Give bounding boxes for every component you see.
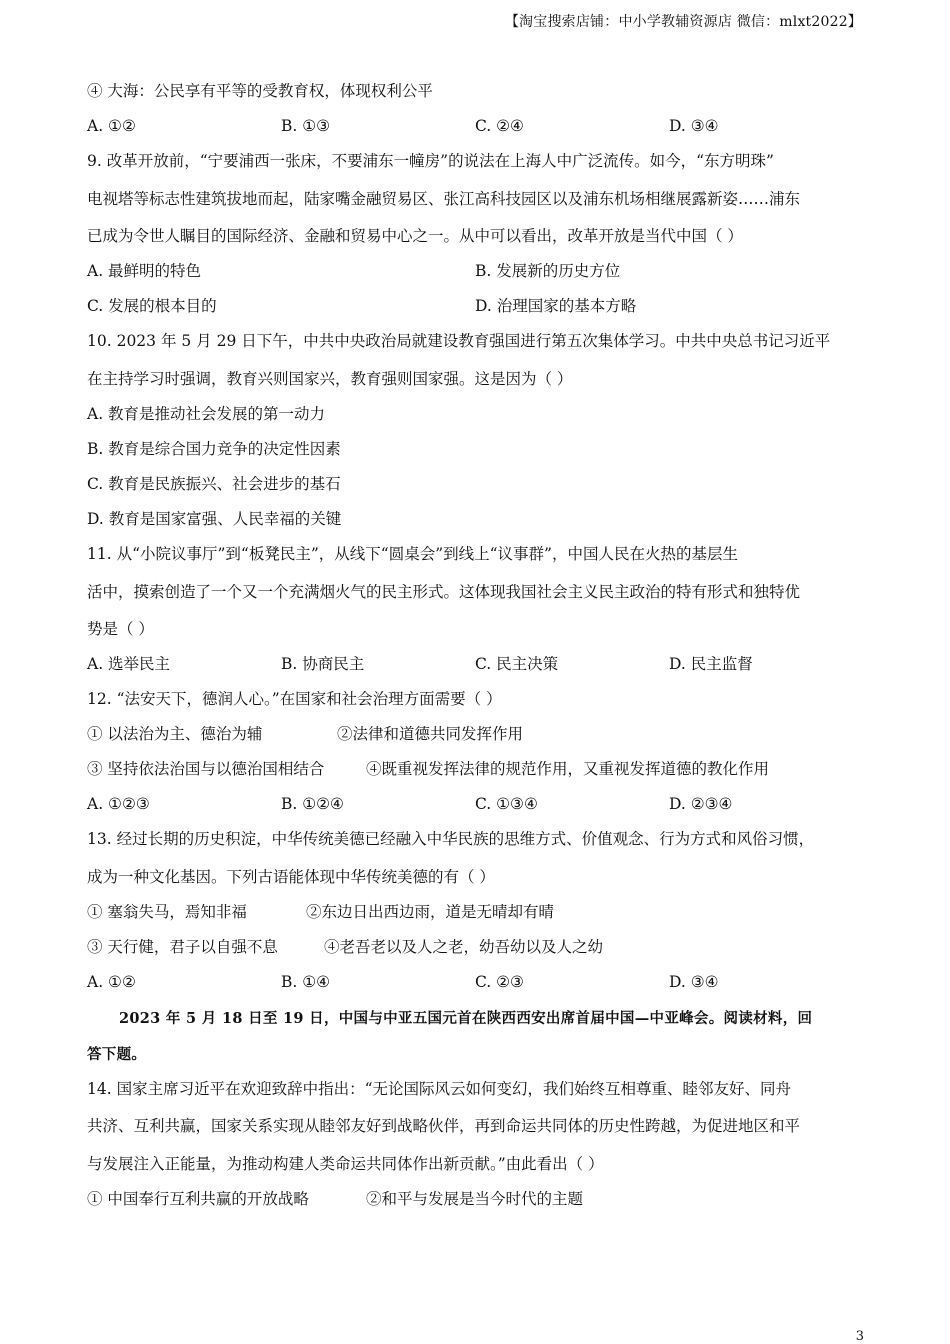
q8-statement-4: ④ 大海：公民享有平等的受教育权，体现权利公平 bbox=[87, 82, 433, 100]
q9-option-d: D. 治理国家的基本方略 bbox=[475, 297, 637, 315]
q8-option-b: B. ①③ bbox=[281, 117, 331, 135]
q13-option-a: A. ①② bbox=[87, 973, 136, 991]
q13-statement-2: ②东边日出西边雨，道是无晴却有晴 bbox=[306, 903, 555, 921]
q11-line-3: 势是（ ） bbox=[87, 620, 154, 638]
q13-line-2: 成为一种文化基因。下列古语能体现中华传统美德的有（ ） bbox=[87, 868, 495, 886]
q10-option-d: D. 教育是国家富强、人民幸福的关键 bbox=[87, 510, 342, 528]
q8-option-a: A. ①② bbox=[87, 117, 136, 135]
q11-option-a: A. 选举民主 bbox=[87, 655, 171, 673]
q10-line-2: 在主持学习时强调，教育兴则国家兴，教育强则国家强。这是因为（ ） bbox=[87, 370, 573, 388]
q8-option-c: C. ②④ bbox=[475, 117, 524, 135]
q13-statement-1: ① 塞翁失马，焉知非福 bbox=[87, 903, 247, 921]
q9-option-a: A. 最鲜明的特色 bbox=[87, 262, 202, 280]
q9-line-3: 已成为令世人瞩目的国际经济、金融和贸易中心之一。从中可以看出，改革开放是当代中国（ ） bbox=[87, 227, 743, 245]
q9-option-c: C. 发展的根本目的 bbox=[87, 297, 217, 315]
q12-statement-3: ③ 坚持依法治国与以德治国相结合 bbox=[87, 760, 325, 778]
q14-line-1: 14. 国家主席习近平在欢迎致辞中指出：“无论国际风云如何变幻，我们始终互相尊重、睦邻友好、同舟 bbox=[87, 1080, 792, 1098]
q12-line-1: 12. “法安天下，德润人心。”在国家和社会治理方面需要（ ） bbox=[87, 690, 502, 708]
q13-option-b: B. ①④ bbox=[281, 973, 331, 991]
q14-line-2: 共济、互利共赢，国家关系实现从睦邻友好到战略伙伴，再到命运共同体的历史性跨越，为促进地区和平 bbox=[87, 1117, 801, 1135]
q10-line-1: 10. 2023 年 5 月 29 日下午，中共中央政治局就建设教育强国进行第五次集体学习。中共中央总书记习近平 bbox=[87, 332, 831, 350]
q10-option-b: B. 教育是综合国力竞争的决定性因素 bbox=[87, 440, 341, 458]
page-header: 【淘宝搜索店铺：中小学教辅资源店 微信：mlxt2022】 bbox=[504, 14, 862, 30]
q14-statement-2: ②和平与发展是当今时代的主题 bbox=[366, 1190, 584, 1208]
q11-line-2: 活中，摸索创造了一个又一个充满烟火气的民主形式。这体现我国社会主义民主政治的特有形式和独特优 bbox=[87, 583, 801, 601]
q14-statement-1: ① 中国奉行互利共赢的开放战略 bbox=[87, 1190, 309, 1208]
material-line-1: 2023 年 5 月 18 日至 19 日，中国与中亚五国元首在陕西西安出席首届中国—中亚峰会。阅读材料，回 bbox=[119, 1010, 813, 1027]
q12-option-d: D. ②③④ bbox=[669, 795, 733, 813]
q12-option-b: B. ①②④ bbox=[281, 795, 344, 813]
q12-statement-2: ②法律和道德共同发挥作用 bbox=[337, 725, 524, 743]
q11-option-c: C. 民主决策 bbox=[475, 655, 559, 673]
q12-option-a: A. ①②③ bbox=[87, 795, 150, 813]
q12-statement-4: ④既重视发挥法律的规范作用，又重视发挥道德的教化作用 bbox=[366, 760, 770, 778]
page-number: 3 bbox=[855, 1329, 864, 1344]
q12-option-c: C. ①③④ bbox=[475, 795, 538, 813]
q8-option-d: D. ③④ bbox=[669, 117, 719, 135]
q14-line-3: 与发展注入正能量，为推动构建人类命运共同体作出新贡献。”由此看出（ ） bbox=[87, 1155, 604, 1173]
q9-line-1: 9. 改革开放前，“宁要浦西一张床，不要浦东一幢房”的说法在上海人中广泛流传。如今，“东方明珠” bbox=[87, 152, 774, 170]
q12-statement-1: ① 以法治为主、德治为辅 bbox=[87, 725, 263, 743]
q13-statement-3: ③ 天行健，君子以自强不息 bbox=[87, 938, 278, 956]
q13-statement-4: ④老吾老以及人之老，幼吾幼以及人之幼 bbox=[324, 938, 604, 956]
q11-option-b: B. 协商民主 bbox=[281, 655, 365, 673]
q11-line-1: 11. 从“小院议事厅”到“板凳民主”，从线下“圆桌会”到线上“议事群”，中国人民在火热的基层生 bbox=[87, 545, 738, 563]
q9-option-b: B. 发展新的历史方位 bbox=[475, 262, 621, 280]
q10-option-a: A. 教育是推动社会发展的第一动力 bbox=[87, 405, 326, 423]
q13-line-1: 13. 经过长期的历史积淀，中华传统美德已经融入中华民族的思维方式、价值观念、行为方式和风俗习惯， bbox=[87, 830, 815, 848]
q10-option-c: C. 教育是民族振兴、社会进步的基石 bbox=[87, 475, 341, 493]
q11-option-d: D. 民主监督 bbox=[669, 655, 753, 673]
q9-line-2: 电视塔等标志性建筑拔地而起，陆家嘴金融贸易区、张江高科技园区以及浦东机场相继展露新姿……浦东 bbox=[87, 190, 801, 208]
material-line-2: 答下题。 bbox=[87, 1046, 147, 1063]
q13-option-d: D. ③④ bbox=[669, 973, 719, 991]
q13-option-c: C. ②③ bbox=[475, 973, 524, 991]
